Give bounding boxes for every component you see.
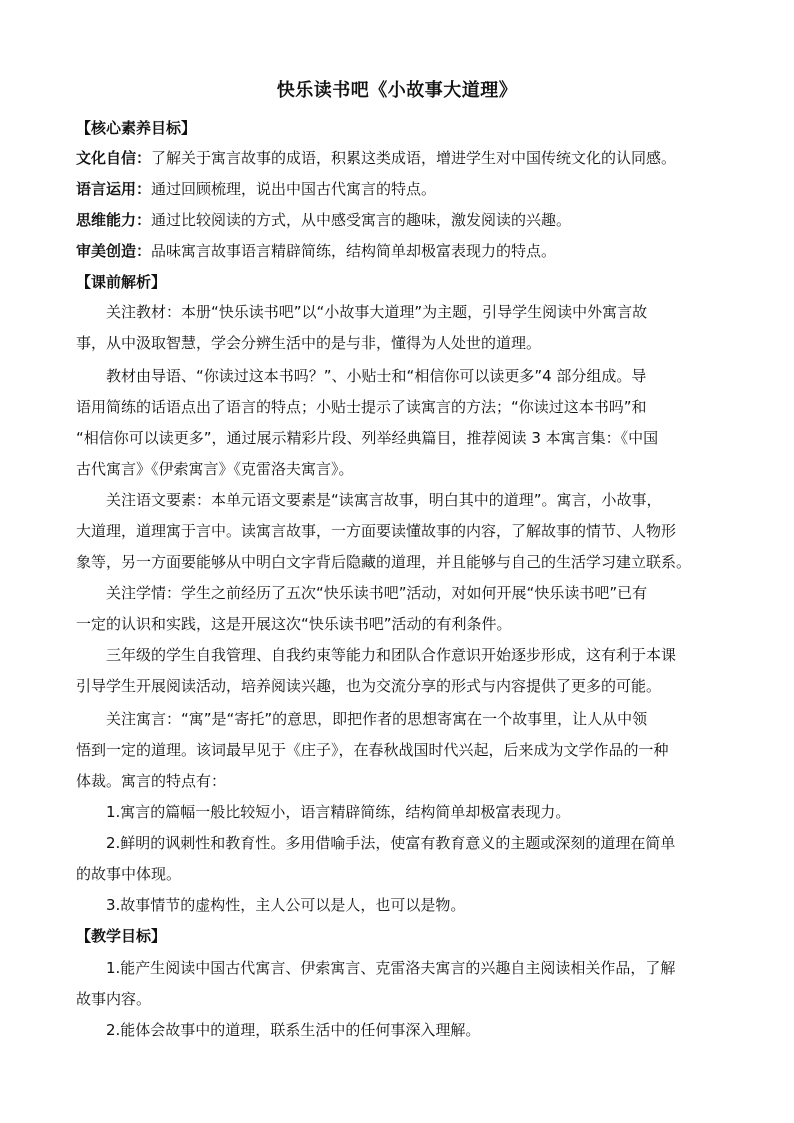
core-item-label: 文化自信： — [76, 149, 152, 167]
paragraph-line: 古代寓言》《伊索寓言》《克雷洛夫寓言》。 — [76, 460, 354, 478]
paragraph-line: 关注教材：本册“快乐读书吧”以“小故事大道理”为主题，引导学生阅读中外寓言故 — [106, 303, 648, 321]
core-item — [76, 179, 726, 199]
core-item — [76, 148, 726, 168]
paragraph-line: 关注寓言：“寓”是“寄托”的意思，即把作者的思想寄寓在一个故事里，让人从中领 — [106, 710, 648, 728]
paragraph-line: 故事内容。 — [76, 990, 152, 1008]
core-item — [76, 210, 726, 230]
list-item: 3.故事情节的虚构性，主人公可以是人，也可以是物。 — [106, 896, 466, 914]
paragraph-line: 引导学生开展阅读活动，培养阅读兴趣，也为交流分享的形式与内容提供了更多的可能。 — [76, 677, 662, 695]
core-item-text: 了解关于寓言故事的成语，积累这类成语，增进学生对中国传统文化的认同感。 — [151, 149, 677, 167]
paragraph-line: 的故事中体现。 — [76, 865, 182, 883]
paragraph-line: “相信你可以读更多”，通过展示精彩片段、列举经典篇目，推荐阅读 3 本寓言集：《中国 — [76, 429, 659, 447]
paragraph-line: 体裁。寓言的特点有： — [76, 772, 227, 790]
list-item: 2.鲜明的讽刺性和教育性。多用借喻手法，使富有教育意义的主题或深刻的道理在简单 — [106, 834, 676, 852]
paragraph-line: 大道理，道理寓于言中。读寓言故事，一方面要读懂故事的内容，了解故事的情节、人物形 — [76, 522, 677, 540]
section-heading-core: 【核心素养目标】 — [76, 119, 197, 137]
paragraph-line: 教材由导语、“你读过这本书吗？”、小贴士和“相信你可以读更多”4 部分组成。导 — [106, 367, 647, 385]
page-title: 快乐读书吧《小故事大道理》 — [276, 80, 518, 101]
list-item: 1.能产生阅读中国古代寓言、伊索寓言、克雷洛夫寓言的兴趣自主阅读相关作品，了解 — [106, 959, 676, 977]
paragraph-line: 一定的认识和实践，这是开展这次“快乐读书吧”活动的有利条件。 — [76, 615, 512, 633]
paragraph-line: 三年级的学生自我管理、自我约束等能力和团队合作意识开始逐步形成，这有利于本课 — [106, 646, 677, 664]
paragraph-line: 象等，另一方面要能够从中明白文字背后隐藏的道理，并且能够与自己的生活学习建立联系。 — [76, 553, 692, 571]
paragraph-line: 关注学情：学生之前经历了五次“快乐读书吧”活动，对如何开展“快乐读书吧”已有 — [106, 584, 648, 602]
core-item-label: 审美创造： — [76, 242, 152, 260]
section-heading-analysis: 【课前解析】 — [76, 273, 167, 291]
list-item: 1.寓言的篇幅一般比较短小，语言精辟简练，结构简单却极富表现力。 — [106, 803, 571, 821]
core-item-text: 通过比较阅读的方式，从中感受寓言的趣味，激发阅读的兴趣。 — [151, 211, 572, 229]
core-item-label: 思维能力： — [76, 211, 152, 229]
section-heading-goals: 【教学目标】 — [76, 927, 167, 945]
paragraph-line: 悟到一定的道理。该词最早见于《庄子》，在春秋战国时代兴起，后来成为文学作品的一种 — [76, 741, 669, 759]
core-item — [76, 241, 726, 261]
core-item-label: 语言运用： — [76, 180, 152, 198]
paragraph-line: 事，从中汲取智慧，学会分辨生活中的是与非，懂得为人处世的道理。 — [76, 334, 542, 352]
list-item: 2.能体会故事中的道理，联系生活中的任何事深入理解。 — [106, 1021, 481, 1039]
core-item-text: 品味寓言故事语言精辟简练，结构简单却极富表现力的特点。 — [151, 242, 557, 260]
paragraph-line: 语用简练的话语点出了语言的特点；小贴士提示了读寓言的方法；“你读过这本书吗”和 — [76, 398, 647, 416]
paragraph-line: 关注语文要素：本单元语文要素是“读寓言故事，明白其中的道理”。寓言，小故事， — [106, 491, 662, 509]
core-item-text: 通过回顾梳理，说出中国古代寓言的特点。 — [151, 180, 437, 198]
